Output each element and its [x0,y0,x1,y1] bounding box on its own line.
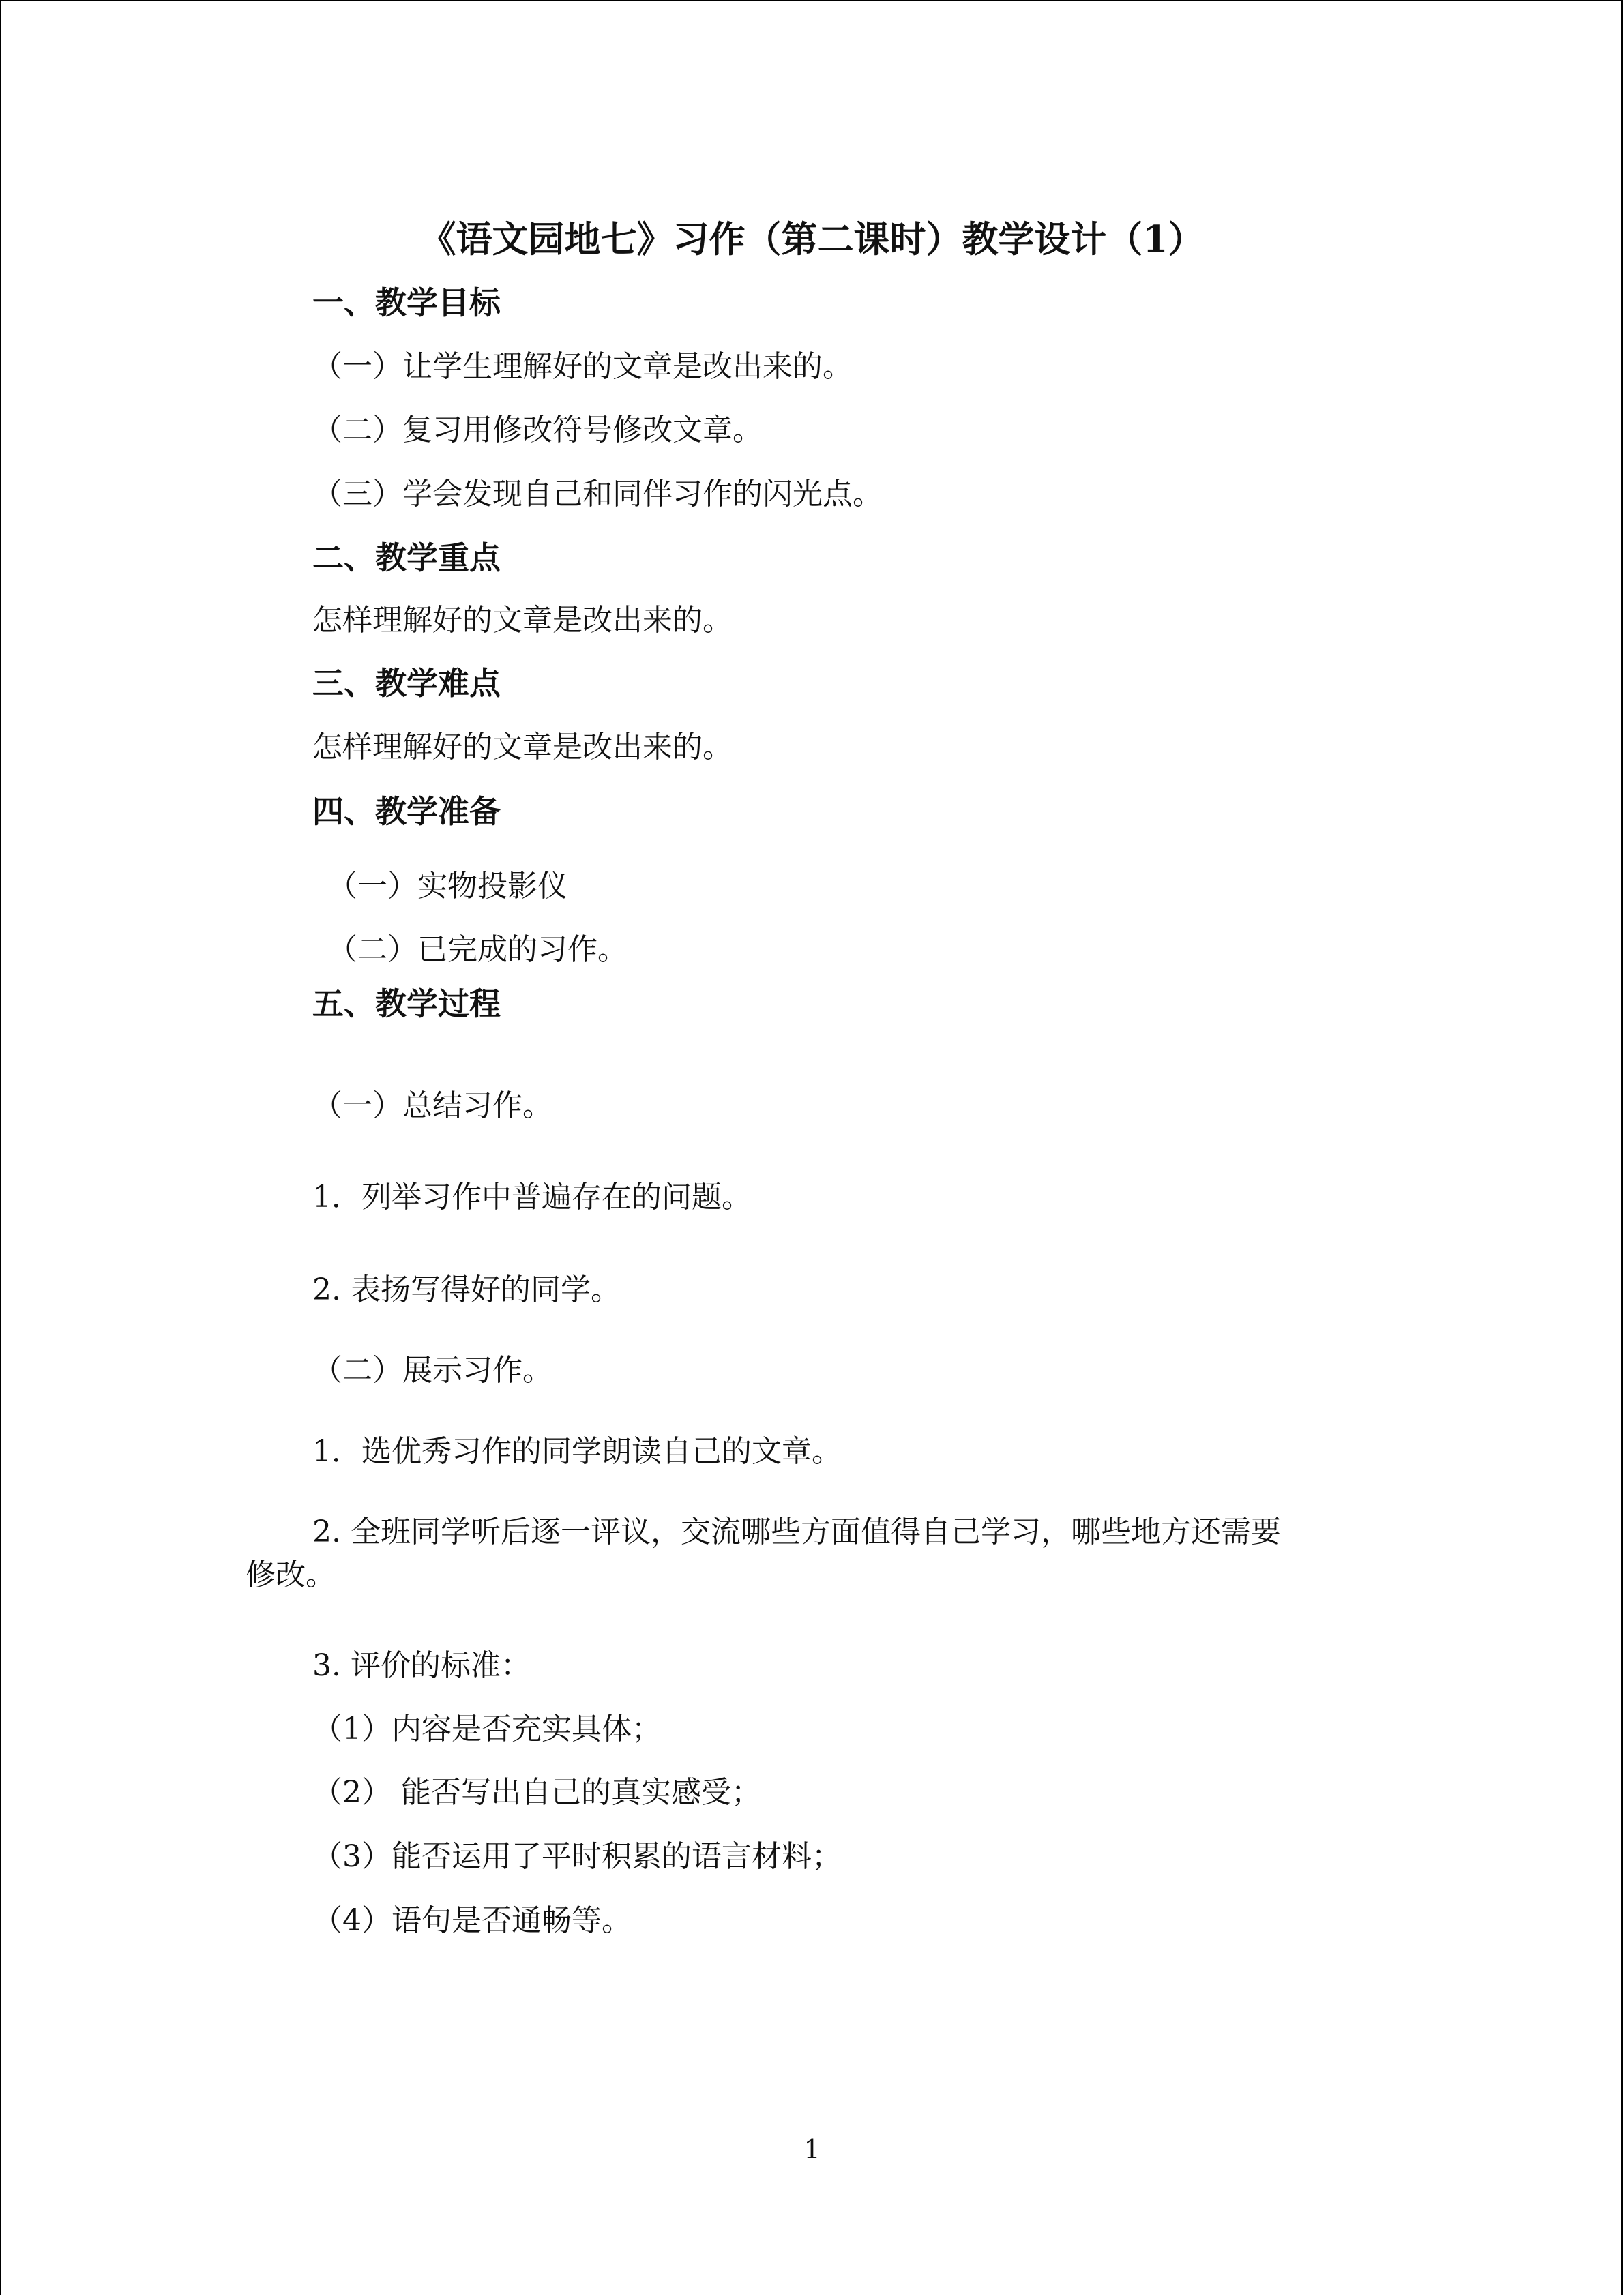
objectives-heading: 一、教学目标 [312,284,501,321]
key-point-text: 怎样理解好的文章是改出来的。 [312,603,733,638]
process-part1-item: 1．列举习作中普遍存在的问题。 [312,1180,752,1214]
document-title: 《语文园地七》习作（第二课时）教学设计（1） [419,218,1205,260]
process-part2-item: 1．选优秀习作的同学朗读自己的文章。 [312,1434,842,1469]
process-part2-heading: （二）展示习作。 [312,1353,552,1388]
preparation-item: （二）已完成的习作。 [327,932,628,967]
preparation-item: （一）实物投影仪 [327,869,567,904]
page-number: 1 [803,2134,821,2164]
preparation-heading: 四、教学准备 [312,793,501,830]
process-part2-item: 2. 全班同学听后逐一评议，交流哪些方面值得自己学习，哪些地方还需要 [312,1515,1281,1549]
criteria-item: （3）能否运用了平时积累的语言材料； [312,1839,842,1874]
process-part1-heading: （一）总结习作。 [312,1088,552,1123]
criteria-item: （4）语句是否通畅等。 [312,1903,632,1938]
criteria-item: （1）内容是否充实具体； [312,1712,662,1746]
process-part1-item: 2. 表扬写得好的同学。 [312,1272,621,1307]
difficulty-heading: 三、教学难点 [312,665,501,702]
process-heading: 五、教学过程 [312,985,501,1022]
process-part2-item-continuation: 修改。 [246,1557,336,1592]
difficulty-text: 怎样理解好的文章是改出来的。 [312,730,733,764]
objective-item: （三）学会发现自己和同伴习作的闪光点。 [312,477,883,511]
objective-item: （一）让学生理解好的文章是改出来的。 [312,349,853,384]
key-point-heading: 二、教学重点 [312,539,501,576]
criteria-item: （2） 能否写出自己的真实感受； [312,1775,761,1810]
objective-item: （二）复习用修改符号修改文章。 [312,413,763,447]
criteria-heading: 3. 评价的标准： [312,1648,531,1683]
